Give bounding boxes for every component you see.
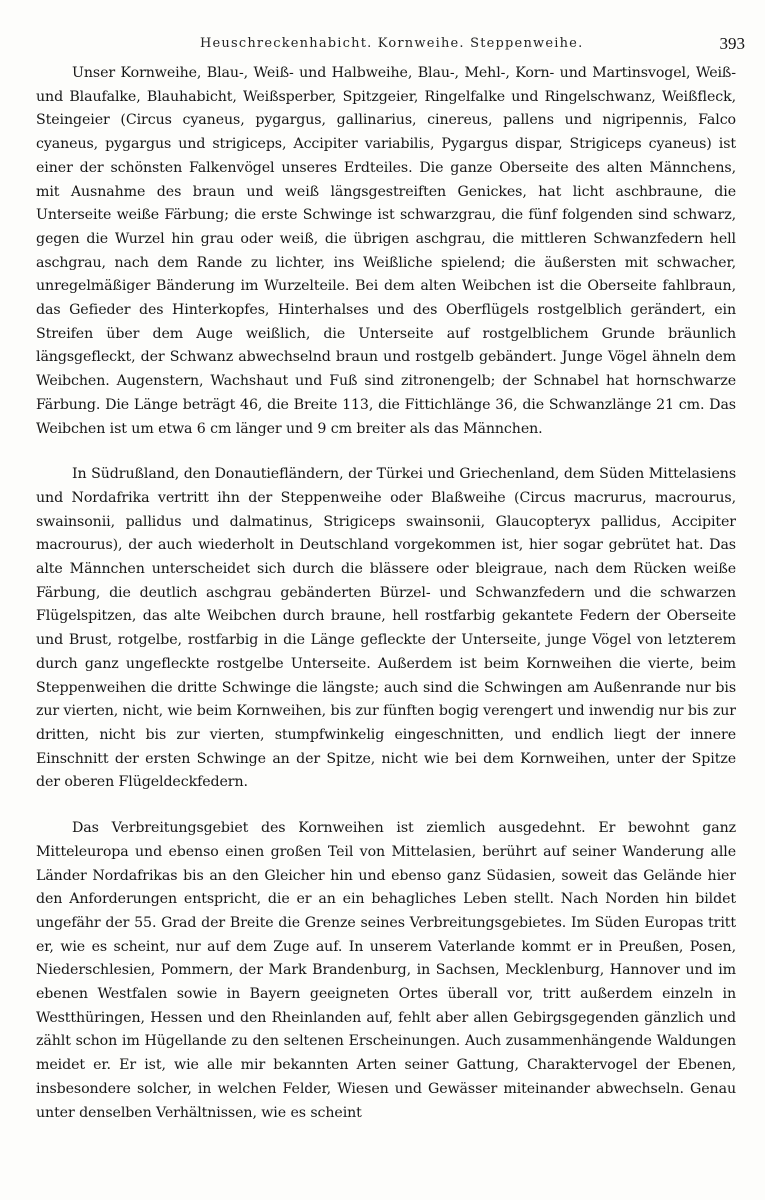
paragraph-kornweihe-description: Unser Kornweihe, Blau-, Weiß- und Halbweihe, Blau-, Mehl-, Korn- und Martinsvogel, Weiß- und Blaufalke, Blauhabicht, Weißsperber, Spitzgeier, Ringelfalke und Ringelschwanz, Weißfleck, Steingeier (Circus cyaneus, pygargus, gallinarius, cinereus, pallens und nigripennis, Falco cyaneus, pygargus und strigiceps, Accipiter variabilis, Pygargus dispar, Strigiceps cyaneus) ist einer der schönsten Falkenvögel unseres Erdteiles. Die ganze Oberseite des alten Männchens, mit Ausnahme des braun und weiß längsgestreiften Genickes, hat licht aschbraune, die Unterseite weiße Färbung; die erste Schwinge ist schwarzgrau, die fünf folgenden sind schwarz, gegen die Wurzel hin grau oder weiß, die übrigen aschgrau, die mittleren Schwanzfedern hell aschgrau, nach dem Rande zu lichter, ins Weißliche spielend; die äußersten mit schwacher, unregelmäßiger Bänderung im Wurzelteile. Bei dem alten Weibchen ist die Oberseite fahlbraun, das Gefieder des Hinterkopfes, Hinterhalses und des Oberflügels rostgelblich gerändert, ein Streifen über dem Auge weißlich, die Unterseite auf rostgelblichem Grunde bräunlich längsgefleckt, der Schwanz abwechselnd braun und rostgelb gebändert. Junge Vögel ähneln dem Weibchen. Augenstern, Wachshaut und Fuß sind zitronengelb; der Schnabel hat hornschwarze Färbung. Die Länge beträgt 46, die Breite 113, die Fittichlänge 36, die Schwanzlänge 21 cm. Das Weibchen ist um etwa 6 cm länger und 9 cm breiter als das Männchen. [36, 65, 736, 437]
running-head [40, 36, 745, 58]
page-number: 393 [719, 34, 745, 53]
paragraph-distribution: Das Verbreitungsgebiet des Kornweihen ist ziemlich ausgedehnt. Er bewohnt ganz Mitteleuropa und ebenso einen großen Teil von Mittelasien, berührt auf seiner Wanderung alle Länder Nordafrikas bis an den Gleicher hin und ebenso ganz Südasien, soweit das Gelände hier den Anforderungen entspricht, die er an ein behagliches Leben stellt. Nach Norden hin bildet ungefähr der 55. Grad der Breite die Grenze seines Verbreitungsgebietes. Im Süden Europas tritt er, wie es scheint, nur auf dem Zuge auf. In unserem Vaterlande kommt er in Preußen, Posen, Niederschlesien, Pommern, der Mark Brandenburg, in Sachsen, Mecklenburg, Hannover und im ebenen Westfalen sowie in Bayern geeigneten Ortes überall vor, tritt außerdem einzeln in Westthüringen, Hessen und den Rheinlanden auf, fehlt aber allen Gebirgsgegenden gänzlich und zählt schon im Hügellande zu den seltenen Erscheinungen. Auch zusammenhängende Waldungen meidet er. Er ist, wie alle mir bekannten Arten seiner Gattung, Charaktervogel der Ebenen, insbesondere solcher, in welchen Felder, Wiesen und Gewässer miteinander abwechseln. Genau unter denselben Verhältnissen, wie es scheint [36, 820, 736, 1121]
paragraph-steppenweihe: In Südrußland, den Donautiefländern, der Türkei und Griechenland, dem Süden Mittelasiens und Nordafrika vertritt ihn der Steppenweihe oder Blaßweihe (Circus macrurus, macrourus, swainsonii, pallidus und dalmatinus, Strigiceps swainsonii, Glaucopteryx pallidus, Accipiter macrourus), der auch wiederholt in Deutschland vorgekommen ist, hier sogar gebrütet hat. Das alte Männchen unterscheidet sich durch die blässere oder bleigraue, nach dem Rücken weiße Färbung, die deutlich aschgrau gebänderten Bürzel- und Schwanzfedern und die schwarzen Flügelspitzen, das alte Weibchen durch braune, hell rostfarbig gekantete Federn der Oberseite und Brust, rotgelbe, rostfarbig in die Länge gefleckte der Unterseite, junge Vögel von letzterem durch ganz ungefleckte rostgelbe Unterseite. Außerdem ist beim Kornweihen die vierte, beim Steppenweihen die dritte Schwinge die längste; auch sind die Schwingen am Außenrande nur bis zur vierten, nicht, wie beim Kornweihen, bis zur fünften bogig verengert und inwendig nur bis zur dritten, nicht bis zur vierten, stumpfwinkelig eingeschnitten, und endlich liegt der innere Einschnitt der ersten Schwinge an der Spitze, nicht wie bei dem Kornweihen, unter der Spitze der oberen Flügeldeckfedern. [36, 466, 736, 791]
running-title: Heuschreckenhabicht. Kornweihe. Steppenweihe. [200, 36, 584, 51]
body-text [36, 62, 736, 1182]
